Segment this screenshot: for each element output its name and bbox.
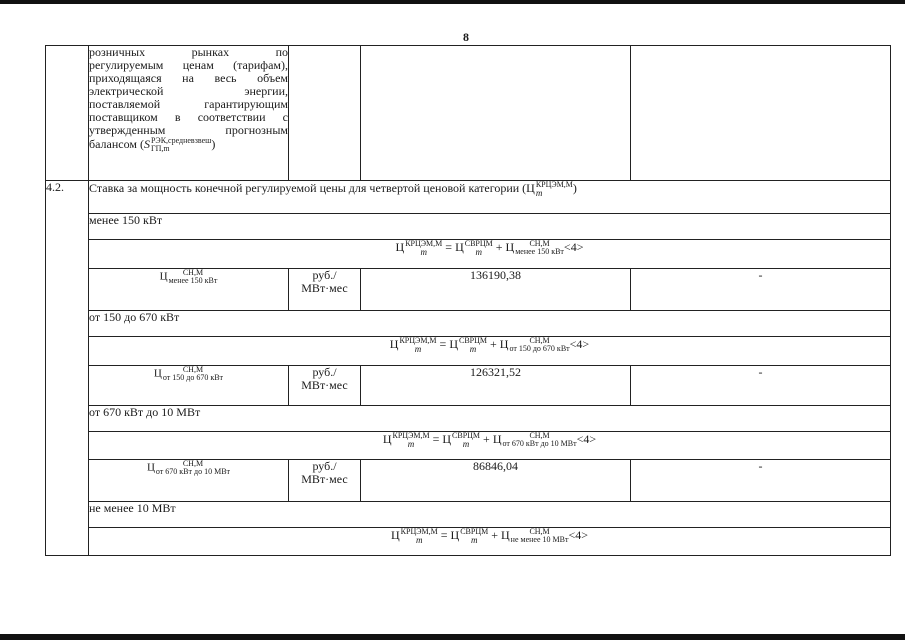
formula-row — [46, 337, 891, 366]
formula-ref: <4> — [563, 239, 584, 254]
section-heading-text: Ставка за мощность конечной регулируемой цены для четвертой ценовой категории (Ц — [89, 180, 535, 195]
rate-unit — [289, 460, 361, 502]
group-label: не менее 10 МВт — [89, 502, 891, 528]
section-heading-suffix: ) — [572, 180, 577, 195]
rate-extra: - — [631, 269, 891, 311]
heading-sup: КРЦЭМ,М — [535, 180, 573, 189]
formula-eq: = — [445, 239, 453, 254]
group-label-row — [46, 214, 891, 240]
formula-lhs-indices — [405, 240, 442, 256]
continuation-line: электрической энергии, — [89, 84, 288, 98]
section-number: 4.2. — [46, 181, 89, 556]
formula — [89, 432, 891, 460]
rate-symbol-sub: менее 150 кВт — [168, 276, 218, 285]
balance-indices — [151, 137, 211, 153]
page-number: 8 — [463, 30, 469, 44]
formula-ref: <4> — [569, 336, 590, 351]
scan-bottom-edge — [0, 634, 905, 640]
formula-plus: + — [491, 527, 498, 542]
formula-term1-indices — [459, 337, 487, 353]
group-label: от 150 до 670 кВт — [89, 311, 891, 337]
formula-term1-sup: СВРЦМ — [460, 527, 489, 536]
formula-term2-sup: СН,М — [529, 527, 550, 536]
continuation-unit-cell — [289, 46, 361, 181]
rate-symbol-base: Ц — [153, 367, 162, 380]
formula-ref: <4> — [576, 431, 597, 446]
continuation-line: утвержденным прогнозным — [89, 123, 288, 137]
formula-lhs-sub: m — [420, 247, 427, 257]
rate-unit-line: руб./ — [312, 268, 337, 282]
formula-plus: + — [483, 431, 490, 446]
formula-term2-sup: СН,М — [529, 431, 550, 440]
continuation-last-line — [89, 137, 288, 153]
formula-lhs-indices — [393, 432, 430, 448]
formula-term1-indices — [460, 528, 488, 544]
formula-term1-sup: СВРЦМ — [452, 431, 481, 440]
formula-term1-sub: m — [462, 439, 470, 449]
scan-top-edge — [0, 0, 905, 4]
section-heading-indices — [536, 181, 573, 197]
formula-term2-sub: не менее 10 МВт — [510, 535, 569, 544]
rate-unit-line: МВт·мес — [301, 281, 348, 295]
formula-term1: Ц — [450, 527, 460, 542]
continuation-value-cell — [361, 46, 631, 181]
rate-symbol-sub: от 150 до 670 кВт — [162, 373, 224, 382]
rate-unit-line: МВт·мес — [301, 378, 348, 392]
formula-term1: Ц — [449, 336, 458, 351]
formula-term1-indices — [452, 432, 480, 448]
formula-lhs: Ц — [382, 431, 392, 446]
formula-row — [46, 528, 891, 556]
formula-term2: Ц — [505, 239, 515, 254]
continuation-line: приходящаяся на весь объем — [89, 71, 288, 85]
formula-term2-sub: от 150 до 670 кВт — [509, 344, 570, 353]
formula-lhs-sup: КРЦЭМ,М — [399, 336, 437, 345]
heading-sub: m — [535, 188, 543, 198]
formula-term2-sub: от 670 кВт до 10 МВт — [502, 439, 577, 448]
rate-value: 126321,52 — [361, 366, 631, 406]
group-label: менее 150 кВт — [89, 214, 891, 240]
formula-lhs: Ц — [389, 336, 399, 351]
rate-extra: - — [631, 366, 891, 406]
rate-unit-line: руб./ — [312, 459, 337, 473]
tariff-table — [45, 45, 891, 556]
continuation-line: поставщиком в соответствии с — [89, 110, 288, 124]
formula-lhs-sup: КРЦЭМ,М — [400, 527, 438, 536]
formula — [89, 337, 891, 366]
rate-symbol-base: Ц — [159, 270, 168, 283]
rate-row — [46, 460, 891, 502]
formula-term1-sub: m — [470, 535, 478, 545]
group-label-row — [46, 502, 891, 528]
continuation-text-cell — [89, 46, 289, 181]
rate-symbol-base: Ц — [146, 461, 155, 474]
formula-term2-sup: СН,М — [529, 239, 550, 248]
formula-term2-indices — [515, 240, 564, 256]
rate-extra: - — [631, 460, 891, 502]
formula-lhs-sup: КРЦЭМ,М — [405, 239, 443, 248]
formula-term1-sup: СВРЦМ — [459, 336, 488, 345]
formula-ref: <4> — [568, 527, 588, 542]
rate-value: 136190,38 — [361, 269, 631, 311]
balance-sup: РЭК,средневзвеш — [150, 136, 212, 145]
formula-plus: + — [495, 239, 503, 254]
rate-symbol — [89, 269, 289, 311]
formula — [89, 528, 891, 556]
continuation-num-cell — [46, 46, 89, 181]
formula-lhs: Ц — [395, 239, 405, 254]
rate-unit — [289, 269, 361, 311]
rate-symbol-indices — [156, 460, 230, 476]
formula-term1-sub: m — [475, 247, 482, 257]
formula-lhs-sub: m — [415, 535, 423, 545]
rate-symbol-indices — [163, 366, 223, 382]
rate-symbol-indices — [169, 269, 218, 285]
formula-term1: Ц — [455, 239, 464, 254]
rate-symbol — [89, 366, 289, 406]
formula-term2-sup: СН,М — [529, 336, 550, 345]
continuation-prefix: балансом ( — [89, 136, 144, 151]
continuation-suffix: ) — [211, 136, 216, 151]
group-label-row — [46, 406, 891, 432]
formula-eq: = — [432, 431, 440, 446]
continuation-line: поставляемой гарантирующим — [89, 97, 288, 111]
formula-lhs-indices — [399, 337, 436, 353]
balance-symbol: S — [143, 136, 150, 151]
continuation-row — [46, 46, 891, 181]
formula-term2-indices — [503, 432, 577, 448]
rate-unit — [289, 366, 361, 406]
rate-unit-line: МВт·мес — [301, 472, 348, 486]
continuation-extra-cell — [631, 46, 891, 181]
rate-row — [46, 269, 891, 311]
formula-row — [46, 432, 891, 460]
rate-value: 86846,04 — [361, 460, 631, 502]
formula-term2: Ц — [499, 336, 509, 351]
formula-lhs-indices — [401, 528, 438, 544]
formula-lhs-sup: КРЦЭМ,М — [392, 431, 430, 440]
group-label-row — [46, 311, 891, 337]
formula-eq: = — [440, 527, 448, 542]
formula-plus: + — [490, 336, 497, 351]
formula-term1-indices — [465, 240, 493, 256]
formula-term1-sub: m — [469, 344, 477, 354]
continuation-line: регулируемым ценам (тарифам), — [89, 58, 288, 72]
formula-term2-indices — [509, 337, 569, 353]
formula-eq: = — [439, 336, 447, 351]
section-heading — [89, 181, 891, 214]
formula-lhs-sub: m — [407, 439, 415, 449]
formula-lhs: Ц — [391, 527, 400, 542]
formula-lhs-sub: m — [414, 344, 422, 354]
rate-symbol-sup: СН,М — [182, 365, 204, 374]
formula-term2-sub: менее 150 кВт — [515, 247, 564, 256]
rate-row — [46, 366, 891, 406]
formula — [89, 240, 891, 269]
rate-unit-line: руб./ — [312, 365, 337, 379]
balance-sub: ГП,m — [150, 144, 170, 153]
formula-term2: Ц — [501, 527, 510, 542]
rate-symbol-sup: СН,М — [182, 459, 204, 468]
group-label: от 670 кВт до 10 МВт — [89, 406, 891, 432]
formula-term2-indices — [511, 528, 569, 544]
section-heading-row — [46, 181, 891, 214]
formula-row — [46, 240, 891, 269]
continuation-line: розничных рынках по — [89, 45, 288, 59]
rate-symbol-sup: СН,М — [182, 268, 204, 277]
rate-symbol — [89, 460, 289, 502]
formula-term1: Ц — [442, 431, 452, 446]
formula-term2: Ц — [492, 431, 502, 446]
formula-term1-sup: СВРЦМ — [464, 239, 493, 248]
rate-symbol-sub: от 670 кВт до 10 МВт — [155, 467, 231, 476]
